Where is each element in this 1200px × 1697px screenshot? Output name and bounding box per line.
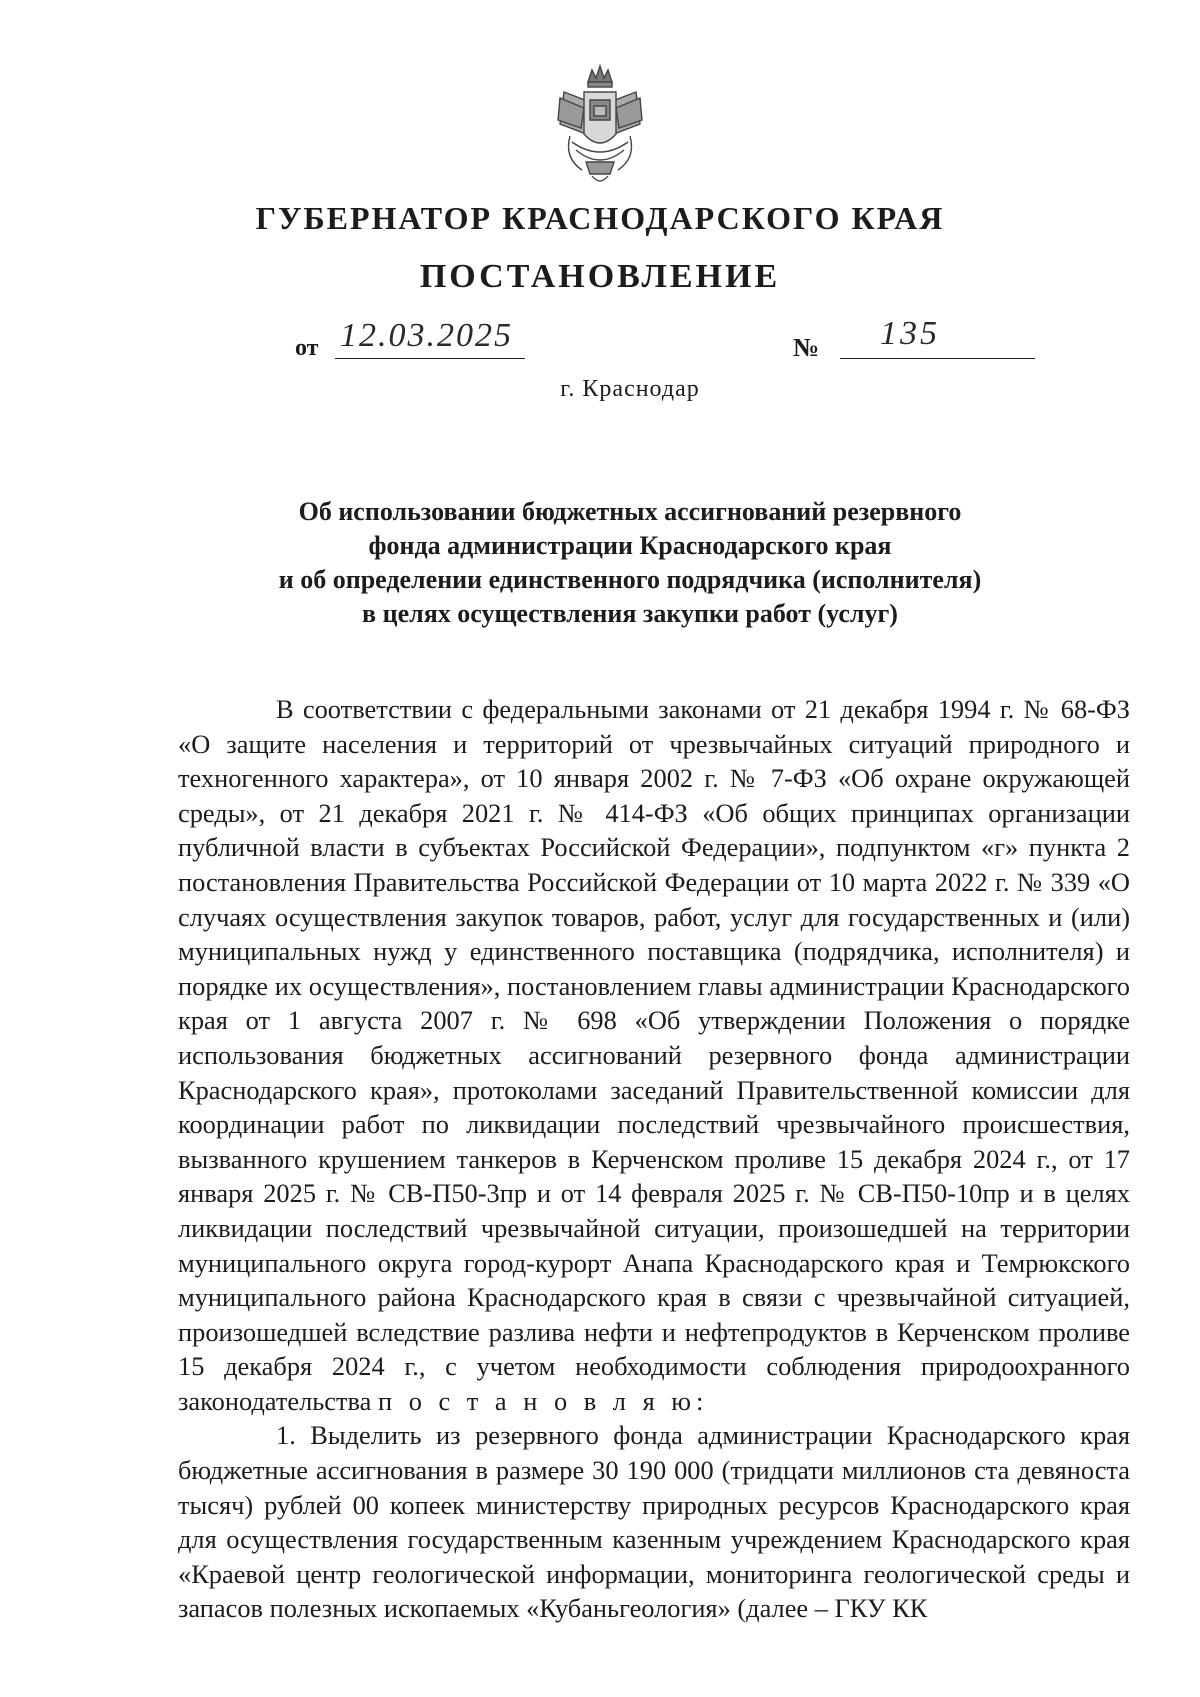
number-label: № <box>793 333 820 362</box>
document-type: ПОСТАНОВЛЕНИЕ <box>419 258 781 295</box>
date-underline <box>335 358 525 359</box>
title-line: в целях осуществления закупки работ (услуг) <box>362 599 898 628</box>
preamble-paragraph <box>178 692 1130 1418</box>
document-date: 12.03.2025 <box>340 317 513 354</box>
coat-of-arms-emblem <box>550 62 650 190</box>
title-line: и об определении единственного подрядчика (исполнителя) <box>278 565 982 594</box>
date-prefix: от <box>295 335 319 361</box>
title-line: Об использовании бюджетных ассигнований резервного <box>298 497 962 526</box>
number-underline <box>840 358 1035 359</box>
date-number-line <box>295 315 1035 365</box>
item-1-paragraph: 1. Выделить из резервного фонда администрации Краснодарского края бюджетные ассигнования в размере 30 190 000 (тридцати миллионов ста девяноста тысяч) рублей 00 копеек министерству природных ресурсов Краснодарского края для осуществления государственным казенным учреждением Краснодарского края «Краевой центр геологической информации, мониторинга геологической среды и запасов полезных ископаемых «Кубаньгеология» (далее – ГКУ КК <box>178 1420 1130 1624</box>
issuing-authority: ГУБЕРНАТОР КРАСНОДАРСКОГО КРАЯ <box>255 200 945 236</box>
decree-word: п о с т а н о в л я ю: <box>377 1385 709 1416</box>
document-body <box>178 692 1130 1626</box>
document-number: 135 <box>880 315 940 352</box>
issue-city: г. Краснодар <box>560 376 700 402</box>
document-title <box>0 495 1200 631</box>
title-line: фонда администрации Краснодарского края <box>368 531 892 560</box>
preamble-text: В соответствии с федеральными законами от 21 декабря 1994 г. № 68-ФЗ «О защите населения и территорий от чрезвычайных ситуаций природного и техногенного характера», от 10 января 2002 г. № 7-ФЗ «Об охране окружающей среды», от 21 декабря 2021 г. № 414-ФЗ «Об общих принципах организации публичной власти в субъектах Российской Федерации», подпунктом «г» пункта 2 постановления Правительства Российской Федерации от 10 марта 2022 г. № 339 «О случаях осуществления закупок товаров, работ, услуг для государственных и (или) муниципальных нужд у единственного поставщика (подрядчика, исполнителя) и порядке их осуществления», постановлением главы администрации Краснодарского края от 1 августа 2007 г. № 698 «Об утверждении Положения о порядке использования бюджетных ассигнований резервного фонда администрации Краснодарского края», протоколами заседаний Правительственной комиссии для координации работ по ликвидации последствий чрезвычайного происшествия, вызванного крушением танкеров в Керченском проливе 15 декабря 2024 г., от 17 января 2025 г. № СВ-П50-3пр и от 14 февраля 2025 г. № СВ-П50-10пр и в целях ликвидации последствий чрезвычайной ситуации, произошедшей на территории муниципального округа город-курорт Анапа Краснодарского края и Темрюкского муниципального района Краснодарского края в связи с чрезвычайной ситуацией, произошедшей вследствие разлива нефти и нефтепродуктов в Керченском проливе 15 декабря 2024 г., с учетом необходимости соблюдения природоохранного законодательства <box>178 694 1130 1416</box>
